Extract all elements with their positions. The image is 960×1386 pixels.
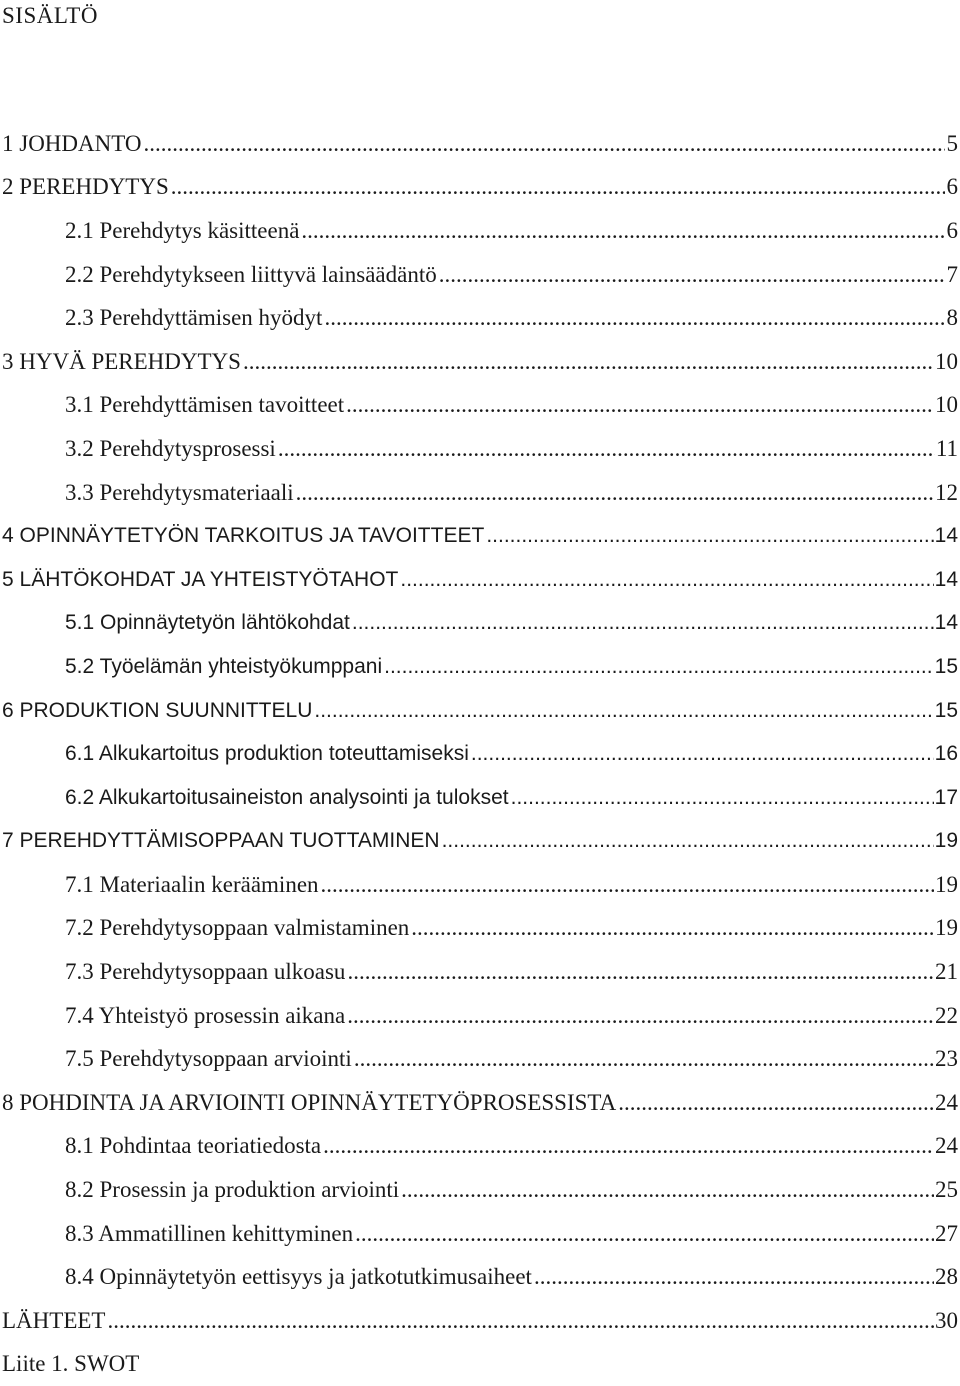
toc-entry[interactable] [0, 820, 958, 864]
toc-entry-page: 10 [935, 348, 958, 374]
toc-entry-page: 19 [935, 871, 958, 897]
dot-leader [171, 174, 945, 200]
toc-entry[interactable] [0, 514, 958, 558]
toc-entry[interactable] [0, 689, 958, 733]
dot-leader [618, 1090, 934, 1116]
toc-entry-page: 10 [935, 392, 958, 418]
toc-entry-label: 7.2 Perehdytysoppaan valmistaminen [65, 915, 410, 941]
toc-entry-page: 11 [935, 435, 958, 461]
toc-entry-label: 1 JOHDANTO [2, 130, 142, 156]
dot-leader [534, 1264, 934, 1290]
toc-entry-page: 24 [935, 1133, 958, 1159]
toc-entry[interactable] [0, 1343, 958, 1386]
toc-entry[interactable] [0, 1299, 958, 1343]
toc-entry[interactable] [0, 253, 958, 297]
toc-entry-page: 12 [935, 479, 958, 505]
toc-entry-label: 7.3 Perehdytysoppaan ulkoasu [65, 959, 346, 985]
dot-leader [324, 305, 945, 331]
toc-entry[interactable] [0, 602, 958, 646]
toc-entry-page: 28 [935, 1264, 958, 1290]
toc-entry-page: 6 [946, 174, 958, 200]
dot-leader [346, 392, 934, 418]
toc-entry-label: 8.2 Prosessin ja produktion arviointi [65, 1177, 400, 1203]
toc-entry-label: LÄHTEET [2, 1307, 106, 1333]
toc-entry-page: 30 [935, 1307, 958, 1333]
dot-leader [401, 1177, 934, 1203]
dot-leader [301, 218, 945, 244]
dot-leader [511, 786, 934, 810]
toc-entry-label: 7 PEREHDYTTÄMISOPPAAN TUOTTAMINEN [2, 829, 440, 853]
dot-leader [107, 1308, 934, 1334]
dot-leader [296, 480, 934, 506]
toc-entry-page: 25 [935, 1177, 958, 1203]
toc-entry-page: 24 [935, 1089, 958, 1115]
toc-entry[interactable] [0, 471, 958, 515]
toc-entry[interactable] [0, 340, 958, 384]
toc-entry-label: 7.4 Yhteistyö prosessin aikana [65, 1002, 346, 1028]
toc-entry[interactable] [0, 1212, 958, 1256]
dot-leader [243, 349, 934, 375]
dot-leader [486, 524, 933, 548]
toc-entry[interactable] [0, 122, 958, 166]
toc-entry-label: 8 POHDINTA JA ARVIOINTI OPINNÄYTETYÖPROSESSISTA [2, 1089, 617, 1115]
toc-entry[interactable] [0, 209, 958, 253]
dot-leader [439, 262, 945, 288]
table-of-contents [0, 122, 958, 1386]
toc-entry-page: 5 [946, 130, 958, 156]
toc-entry-label: 6.2 Alkukartoitusaineiston analysointi ja tulokset [65, 785, 509, 809]
toc-entry[interactable] [0, 645, 958, 689]
toc-entry-page: 8 [946, 305, 958, 331]
toc-entry[interactable] [0, 863, 958, 907]
toc-entry-label: 4 OPINNÄYTETYÖN TARKOITUS JA TAVOITTEET [2, 524, 485, 548]
toc-entry-label: 3 HYVÄ PEREHDYTYS [2, 348, 241, 374]
toc-entry[interactable] [0, 907, 958, 951]
toc-entry-page: 14 [934, 611, 958, 635]
toc-entry-page: 15 [934, 654, 958, 678]
toc-entry[interactable] [0, 558, 958, 602]
toc-entry[interactable] [0, 950, 958, 994]
toc-entry-label: 7.1 Materiaalin kerääminen [65, 871, 319, 897]
toc-entry-label: 5 LÄHTÖKOHDAT JA YHTEISTYÖTAHOT [2, 567, 399, 591]
toc-entry-label: 5.1 Opinnäytetyön lähtökohdat [65, 611, 350, 635]
toc-heading: SISÄLTÖ [2, 3, 98, 28]
toc-entry-label: 2 PEREHDYTYS [2, 174, 169, 200]
dot-leader [352, 611, 934, 635]
toc-entry-label: 3.2 Perehdytysprosessi [65, 435, 276, 461]
toc-entry-label: 2.2 Perehdytykseen liittyvä lainsäädäntö [65, 261, 437, 287]
dot-leader [354, 1046, 934, 1072]
toc-entry[interactable] [0, 776, 958, 820]
toc-entry[interactable] [0, 1168, 958, 1212]
toc-entry-label: 3.3 Perehdytysmateriaali [65, 479, 294, 505]
toc-entry-label: 3.1 Perehdyttämisen tavoitteet [65, 392, 345, 418]
toc-entry-page: 15 [934, 698, 958, 722]
dot-leader [411, 915, 934, 941]
toc-entry-label: 7.5 Perehdytysoppaan arviointi [65, 1046, 352, 1072]
toc-entry[interactable] [0, 1081, 958, 1125]
toc-entry[interactable] [0, 166, 958, 210]
dot-leader [323, 1133, 934, 1159]
toc-entry-page: 14 [934, 524, 958, 548]
toc-entry-page: 19 [934, 829, 958, 853]
toc-entry-page: 7 [946, 261, 958, 287]
toc-entry[interactable] [0, 732, 958, 776]
dot-leader [347, 959, 934, 985]
dot-leader [355, 1221, 934, 1247]
toc-entry-label: 8.3 Ammatillinen kehittyminen [65, 1220, 354, 1246]
toc-entry-label: 6.1 Alkukartoitus produktion toteuttamiseksi [65, 742, 469, 766]
toc-entry-label: 5.2 Työelämän yhteistyökumppani [65, 654, 383, 678]
toc-entry-page: 14 [934, 567, 958, 591]
toc-entry-page: 17 [934, 785, 958, 809]
toc-entry-label: 2.1 Perehdytys käsitteenä [65, 217, 300, 243]
dot-leader [442, 829, 934, 853]
toc-entry[interactable] [0, 994, 958, 1038]
dot-leader [314, 699, 933, 723]
dot-leader [471, 742, 934, 766]
toc-entry-label: Liite 1. SWOT [2, 1351, 140, 1377]
toc-entry-page: 6 [946, 217, 958, 243]
toc-entry-page: 21 [935, 959, 958, 985]
dot-leader [144, 131, 946, 157]
toc-entry[interactable] [0, 1037, 958, 1081]
toc-entry[interactable] [0, 384, 958, 428]
dot-leader [321, 872, 934, 898]
dot-leader [384, 655, 934, 679]
toc-entry-page: 16 [934, 742, 958, 766]
dot-leader [347, 1003, 934, 1029]
toc-entry-page: 19 [935, 915, 958, 941]
toc-entry-label: 6 PRODUKTION SUUNNITTELU [2, 698, 313, 722]
toc-entry-label: 8.1 Pohdintaa teoriatiedosta [65, 1133, 322, 1159]
toc-entry-page: 22 [935, 1002, 958, 1028]
toc-entry[interactable] [0, 296, 958, 340]
toc-entry-page: 23 [935, 1046, 958, 1072]
toc-entry-label: 2.3 Perehdyttämisen hyödyt [65, 305, 323, 331]
dot-leader [278, 436, 935, 462]
toc-entry-page: 27 [935, 1220, 958, 1246]
toc-entry[interactable] [0, 1125, 958, 1169]
dot-leader [400, 568, 933, 592]
toc-entry-label: 8.4 Opinnäytetyön eettisyys ja jatkotutkimusaiheet [65, 1264, 532, 1290]
toc-entry[interactable] [0, 1255, 958, 1299]
toc-entry[interactable] [0, 427, 958, 471]
